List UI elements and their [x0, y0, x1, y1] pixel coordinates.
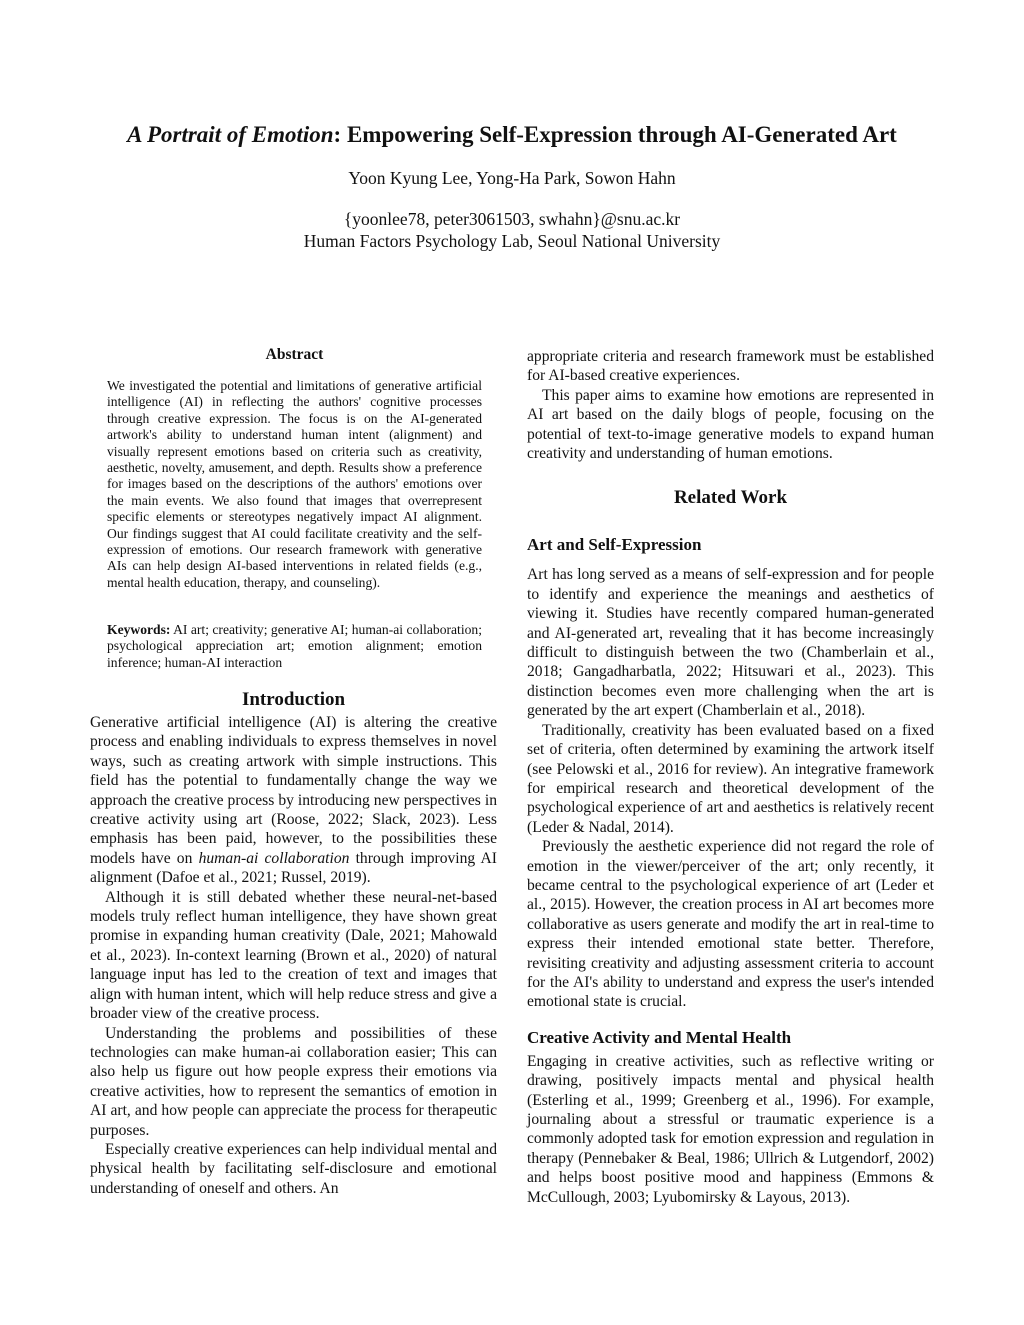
paper-title — [40, 120, 984, 150]
intro-paragraph-3: Understanding the problems and possibilities of these technologies can make human-ai collaboration easier; This can also help us figure out how people express their emotions via creative activities, how to represent the semantics of emotion in AI art, and how people can appreciate the process for therapeutic purposes. — [90, 1024, 497, 1139]
introduction-heading: Introduction — [241, 689, 346, 710]
creative-activity-heading: Creative Activity and Mental Health — [527, 1027, 792, 1047]
intro-p1-emphasis: human-ai collaboration — [198, 849, 350, 867]
keywords-label: Keywords: — [107, 622, 171, 637]
abstract-section — [107, 346, 482, 591]
intro-paragraph-5: This paper aims to examine how emotions are represented in AI art based on the daily blogs of people, focusing on the potential of text-to-image generative models to expand human creativity and understanding of human emotions. — [527, 386, 934, 463]
right-column — [527, 347, 934, 1207]
intro-paragraph-1 — [90, 713, 497, 888]
art-self-expression-heading: Art and Self-Expression — [527, 535, 702, 555]
author-list: Yoon Kyung Lee, Yong-Ha Park, Sowon Hahn — [348, 168, 676, 188]
affiliation: Human Factors Psychology Lab, Seoul National University — [303, 231, 721, 251]
art-paragraph-2: Traditionally, creativity has been evaluated based on a fixed set of criteria, often determined by examining the artwork itself (see Pelowski et al., 2016 for review). An integrative framework for empirical research and theoretical development of the psychological experience of art and aesthetics is relatively recent (Leder & Nadal, 2014). — [527, 721, 934, 836]
author-emails: {yoonlee78, peter3061503, swhahn}@snu.ac.kr — [343, 209, 681, 229]
left-column — [90, 687, 497, 1198]
related-work-heading: Related Work — [673, 487, 788, 509]
keywords-list: AI art; creativity; generative AI; human-ai collaboration; psychological appreciation art; emotion alignment; emotion inference; human-AI interaction — [107, 622, 482, 670]
intro-paragraph-2: Although it is still debated whether these neural-net-based models truly reflect human intelligence, they have shown great promise in expanding human creativity (Dale, 2021; Mahowald et al., 2023). In-context learning (Brown et al., 2020) of natural language input has led to the creation of text and images that align with human intent, which will help reduce stress and give a broader view of the creative process. — [90, 888, 497, 1023]
intro-p1-end: through improving AI alignment (Dafoe et al., 2021; Russel, 2019). — [90, 849, 497, 887]
abstract-heading: Abstract — [265, 346, 324, 363]
title-rest: : Empowering Self-Expression through AI-Generated Art — [333, 122, 897, 147]
abstract-text: We investigated the potential and limitations of generative artificial intelligence (AI) in reflecting the authors' cognitive processes through creative expression. The focus is on the AI-generated artwork's ability to understand human intent (alignment) and visually represent emotions based on criteria such as creativity, aesthetic, novelty, amusement, and depth. Results show a preference for images based on the descriptions of the authors' emotions over the main events. We also found that images that overrepresent specific elements or stereotypes negatively impact AI alignment. Our findings suggest that AI could facilitate creativity and the self-expression of emotions. Our research framework with generative AIs can help design AI-based interventions in related fields (e.g., mental health education, therapy, and counseling). — [107, 378, 482, 590]
keywords — [107, 622, 482, 671]
intro-paragraph-4-continued: appropriate criteria and research framework must be established for AI-based creative experiences. — [527, 348, 934, 385]
intro-paragraph-4: Especially creative experiences can help individual mental and physical health by facilitating self-disclosure and emotional understanding of oneself and others. An — [90, 1140, 497, 1197]
art-paragraph-1: Art has long served as a means of self-expression and for people to identify and experience the meanings and aesthetics of viewing it. Studies have recently compared human-generated and AI-generated art, revealing that it has become increasingly difficult to distinguish between the two (Chamberlain et al., 2018; Gangadharbatla, 2022; Hitsuwari et al., 2023). This distinction becomes even more challenging when the art is generated by the art expert (Chamberlain et al., 2018). — [527, 566, 934, 720]
title-italic-part: A Portrait of Emotion — [127, 122, 334, 147]
art-paragraph-3: Previously the aesthetic experience did not regard the role of emotion in the viewer/perceiver of the art; only recently, it became central to the psychological experience of art (Leder et al., 2015). However, the creation process in AI art becomes more collaborative as users generate and modify the art in real-time to express their intended emotional state better. Therefore, revisiting creativity and adjusting assessment criteria to account for the AI's ability to understand and express the user's intended emotional state is crucial. — [527, 838, 934, 1011]
intro-p1-start: Generative artificial intelligence (AI) is altering the creative process and enabling individuals to express themselves in novel ways, such as creating artwork with simple instructions. This field has the potential to fundamentally change the way we approach the creative process by introducing new perspectives in creative activity using art (Roose, 2022; Slack, 2023). Less emphasis has been paid, however, to the possibilities these models have on — [90, 714, 497, 867]
health-paragraph-1: Engaging in creative activities, such as reflective writing or drawing, positively impacts mental and physical health (Esterling et al., 1999; Greenberg et al., 1996). For example, journaling about a stressful or traumatic experience is a commonly adopted task for emotion expression and regulation in therapy (Pennebaker & Beal, 1986; Ullrich & Lutgendorf, 2002) and helps boost positive mood and happiness (Emmons & McCullough, 2003; Lyubomirsky & Layous, 2013). — [527, 1052, 934, 1206]
